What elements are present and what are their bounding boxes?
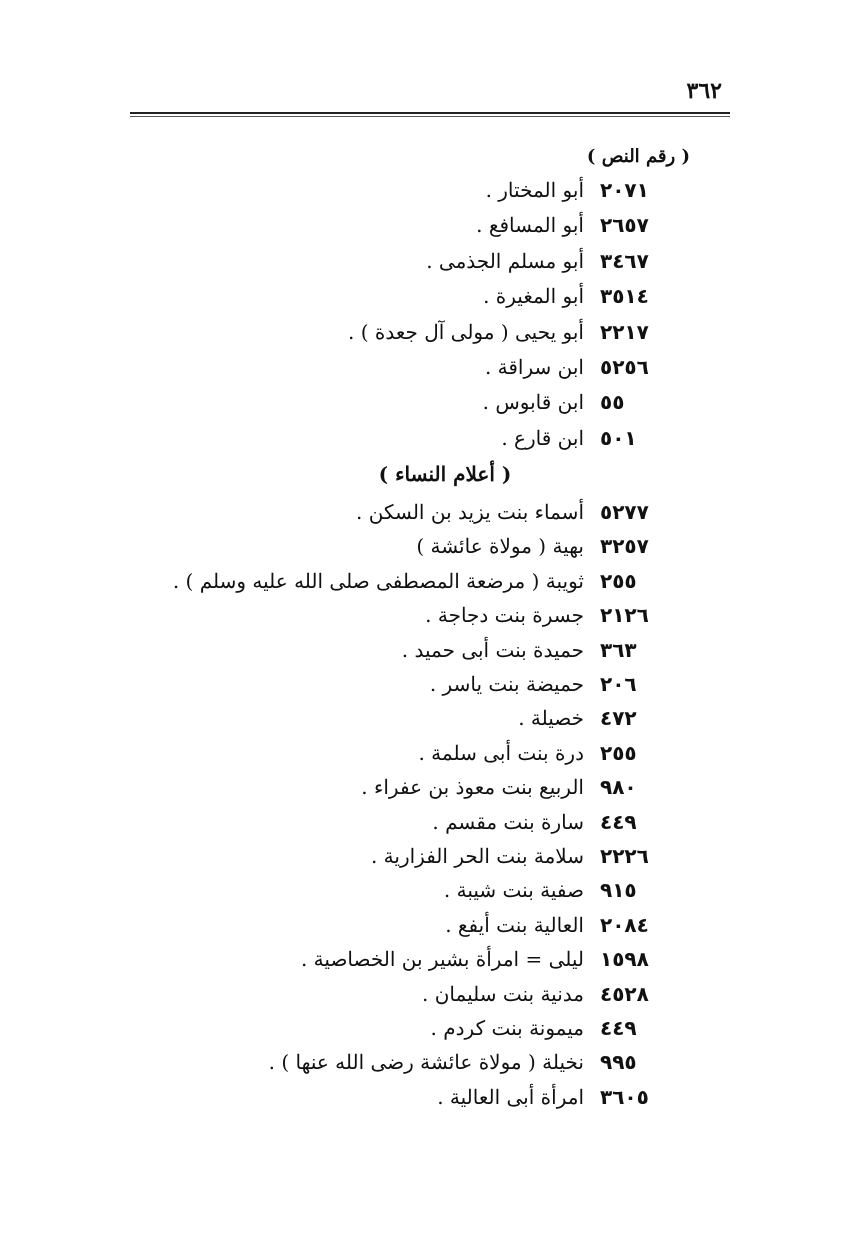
- list-item: [0, 355, 860, 389]
- list-item: [0, 534, 860, 568]
- list-item: [0, 638, 860, 672]
- entry-number: ٢٢١٧: [600, 319, 649, 344]
- list-item: [0, 706, 860, 740]
- list-item: [0, 1050, 860, 1084]
- list-item: [0, 500, 860, 534]
- entry-number: ٢١٢٦: [600, 603, 649, 628]
- entry-number: ٤٤٩: [600, 1016, 637, 1040]
- entry-number: ٢٥٥: [600, 740, 637, 765]
- entry-name: أبو المختار .: [485, 178, 584, 202]
- entry-name: درة بنت أبى سلمة .: [418, 740, 584, 765]
- entry-number: ٥٥: [600, 390, 625, 415]
- list-item: [0, 249, 860, 283]
- entry-name: حميدة بنت أبى حميد .: [401, 637, 584, 662]
- entry-name: نخيلة ( مولاة عائشة رضى الله عنها ) .: [268, 1050, 584, 1075]
- entry-number: ٤٥٢٨: [600, 981, 649, 1006]
- list-item: [0, 569, 860, 603]
- list-item: [0, 878, 860, 912]
- page-number: ٣٦٢: [686, 78, 722, 104]
- list-item: [0, 426, 860, 460]
- list-item: [0, 844, 860, 878]
- list-item: [0, 1016, 860, 1050]
- entry-number: ٥٢٥٦: [600, 355, 649, 379]
- entry-name: ابن سراقة .: [484, 355, 584, 379]
- list-item: [0, 603, 860, 637]
- entry-number: ٢٥٥: [600, 568, 637, 593]
- entry-name: ميمونة بنت كردم .: [430, 1016, 584, 1040]
- entry-number: ١٥٩٨: [600, 947, 649, 972]
- entry-name: أبو المغيرة .: [483, 284, 584, 309]
- entry-name: حميضة بنت ياسر .: [429, 672, 584, 696]
- entry-number: ٢٠٧١: [600, 178, 649, 202]
- entry-number: ٥٢٧٧: [600, 500, 649, 524]
- list-item: [0, 947, 860, 981]
- list-item: [0, 741, 860, 775]
- entry-number: ٣٦٠٥: [600, 1084, 649, 1109]
- entry-name: امرأة أبى العالية .: [437, 1084, 584, 1109]
- entry-name: العالية بنت أيفع .: [445, 912, 584, 937]
- entry-name: سلامة بنت الحر الفزارية .: [370, 844, 584, 868]
- list-item: [0, 982, 860, 1016]
- entry-number: ٣٢٥٧: [600, 534, 649, 559]
- entry-number: ٩٨٠: [600, 775, 637, 800]
- header-rule-thin: [130, 116, 730, 117]
- list-item: [0, 1085, 860, 1119]
- entry-name: ليلى = امرأة بشير بن الخصاصية .: [300, 947, 584, 972]
- entry-number: ٩٩٥: [600, 1050, 637, 1075]
- entry-number: ٣٤٦٧: [600, 248, 649, 273]
- entry-name: مدنية بنت سليمان .: [422, 981, 584, 1006]
- women-section-heading-text: ( أعلام النساء ): [378, 462, 512, 486]
- list-item: [0, 810, 860, 844]
- entry-name: خصيلة .: [518, 706, 584, 731]
- entry-number: ٣٥١٤: [600, 284, 649, 309]
- entry-name: أسماء بنت يزيد بن السكن .: [356, 500, 584, 524]
- list-item: [0, 284, 860, 318]
- entry-name: أبو المسافع .: [476, 213, 584, 238]
- entry-number: ٥٠١: [600, 425, 637, 450]
- entry-name: صفية بنت شيبة .: [443, 878, 584, 903]
- entry-name: سارة بنت مقسم .: [432, 809, 584, 834]
- entry-name: أبو مسلم الجذمى .: [426, 248, 584, 273]
- list-item: [0, 213, 860, 247]
- entry-number: ٤٤٩: [600, 809, 637, 834]
- list-item: [0, 320, 860, 354]
- entry-name: الربيع بنت معوذ بن عفراء .: [361, 775, 584, 800]
- list-item: [0, 775, 860, 809]
- entry-number: ٤٧٢: [600, 706, 637, 731]
- list-item: [0, 390, 860, 424]
- entry-number: ٣٦٣: [600, 637, 637, 662]
- list-item: [0, 178, 860, 212]
- entry-name: بهية ( مولاة عائشة ): [416, 534, 584, 559]
- entry-name: ثويبة ( مرضعة المصطفى صلى الله عليه وسلم ) .: [172, 568, 584, 593]
- women-section-heading: [0, 462, 860, 486]
- header-rule: [130, 112, 730, 114]
- entry-number: ٢٠٦: [600, 672, 637, 696]
- entry-number: ٩١٥: [600, 878, 637, 903]
- list-item: [0, 672, 860, 706]
- entry-number: ٢٢٢٦: [600, 844, 649, 868]
- entry-name: أبو يحيى ( مولى آل جعدة ) .: [348, 319, 584, 344]
- entry-name: جسرة بنت دجاجة .: [425, 603, 584, 628]
- list-item: [0, 913, 860, 947]
- entry-name: ابن قابوس .: [482, 390, 584, 415]
- entry-number: ٢٦٥٧: [600, 213, 649, 238]
- column-header: ( رقم النص ): [586, 146, 690, 167]
- entry-number: ٢٠٨٤: [600, 912, 649, 937]
- entry-name: ابن قارع .: [501, 425, 584, 450]
